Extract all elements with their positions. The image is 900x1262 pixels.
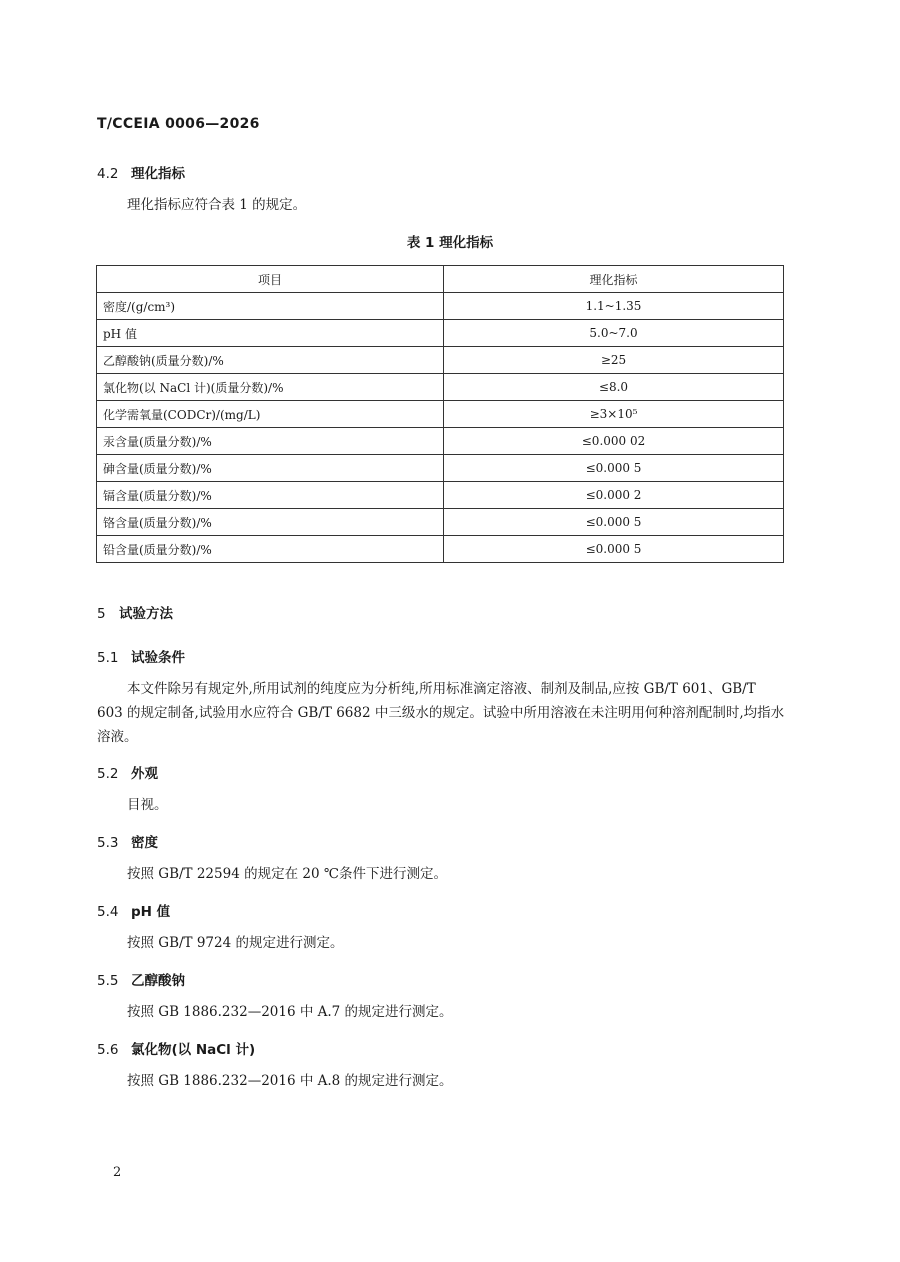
row-item: 乙醇酸钠(质量分数)/%: [97, 347, 444, 374]
table-row: [97, 320, 784, 347]
table-row: [97, 293, 784, 320]
row-value: ≥3×10⁵: [444, 401, 784, 428]
row-value: ≤8.0: [444, 374, 784, 401]
section-4-2-text: 理化指标应符合表 1 的规定。: [127, 197, 307, 213]
physicochemical-table: [96, 265, 784, 563]
section-title: 试验条件: [131, 650, 185, 666]
section-5-5-heading: [97, 969, 185, 989]
column-header-item: 项目: [97, 266, 444, 293]
section-number: 5.5: [97, 973, 119, 989]
section-number: 5.2: [97, 766, 119, 782]
table-row: [97, 374, 784, 401]
section-number: 5.3: [97, 835, 119, 851]
table-row: [97, 401, 784, 428]
row-item: 铬含量(质量分数)/%: [97, 509, 444, 536]
section-5-3-text: 按照 GB/T 22594 的规定在 20 ℃条件下进行测定。: [127, 866, 447, 882]
row-item: 密度/(g/cm³): [97, 293, 444, 320]
section-number: 5.6: [97, 1042, 119, 1058]
row-value: ≤0.000 5: [444, 455, 784, 482]
section-5-5-text: 按照 GB 1886.232—2016 中 A.7 的规定进行测定。: [127, 1004, 453, 1020]
section-title: 氯化物(以 NaCl 计): [131, 1042, 256, 1058]
table-row: [97, 482, 784, 509]
row-item: 铅含量(质量分数)/%: [97, 536, 444, 563]
section-title: 乙醇酸钠: [131, 973, 185, 989]
section-number: 5: [97, 606, 106, 622]
section-5-6-text: 按照 GB 1886.232—2016 中 A.8 的规定进行测定。: [127, 1073, 453, 1089]
section-5-6-heading: [97, 1038, 255, 1058]
section-5-4-text: 按照 GB/T 9724 的规定进行测定。: [127, 935, 344, 951]
section-5-3-heading: [97, 831, 158, 851]
section-title: pH 值: [131, 904, 171, 920]
table-row: [97, 455, 784, 482]
section-5-2-heading: [97, 762, 158, 782]
row-value: 1.1~1.35: [444, 293, 784, 320]
section-title: 外观: [131, 766, 158, 782]
section-title: 密度: [131, 835, 158, 851]
row-item: 镉含量(质量分数)/%: [97, 482, 444, 509]
section-number: 4.2: [97, 166, 119, 182]
row-item: 化学需氧量(CODCr)/(mg/L): [97, 401, 444, 428]
row-item: 汞含量(质量分数)/%: [97, 428, 444, 455]
table-row: [97, 428, 784, 455]
table-header-row: [97, 266, 784, 293]
section-5-4-heading: [97, 900, 170, 920]
table-row: [97, 536, 784, 563]
document-id: T/CCEIA 0006—2026: [97, 116, 260, 132]
table-row: [97, 509, 784, 536]
table-caption: 表 1 理化指标: [406, 235, 494, 251]
section-title: 理化指标: [131, 166, 185, 182]
section-number: 5.4: [97, 904, 119, 920]
section-title: 试验方法: [119, 606, 173, 622]
section-4-2-heading: [97, 162, 185, 182]
row-value: 5.0~7.0: [444, 320, 784, 347]
row-item: 氯化物(以 NaCl 计)(质量分数)/%: [97, 374, 444, 401]
column-header-value: 理化指标: [444, 266, 784, 293]
row-item: 砷含量(质量分数)/%: [97, 455, 444, 482]
section-5-1-heading: [97, 646, 185, 666]
table-row: [97, 347, 784, 374]
section-5-heading: [97, 602, 173, 622]
row-item: pH 值: [97, 320, 444, 347]
row-value: ≤0.000 02: [444, 428, 784, 455]
row-value: ≤0.000 5: [444, 536, 784, 563]
row-value: ≤0.000 2: [444, 482, 784, 509]
section-5-1-text: 本文件除另有规定外,所用试剂的纯度应为分析纯,所用标准滴定溶液、制剂及制品,应按 GB/T 601、GB/T 603 的规定制备,试验用水应符合 GB/T 6682 中三级水的规定。试验中所用溶液在未注明用何种溶剂配制时,均指水溶液。: [97, 681, 785, 745]
page-number: 2: [113, 1165, 122, 1180]
section-number: 5.1: [97, 650, 119, 666]
row-value: ≥25: [444, 347, 784, 374]
section-5-2-text: 目视。: [127, 797, 168, 813]
row-value: ≤0.000 5: [444, 509, 784, 536]
